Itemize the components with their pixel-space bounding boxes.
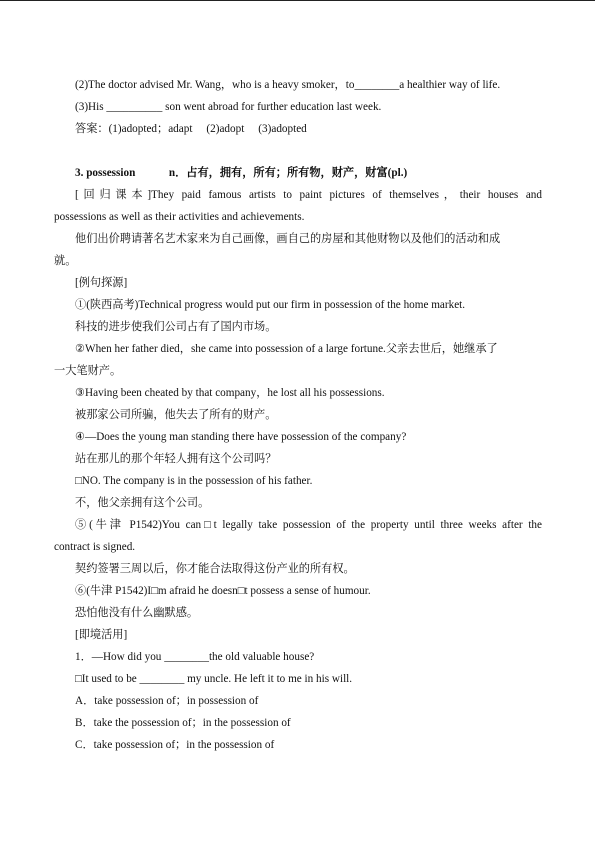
- option-b: B．take the possession of；in the possession of: [75, 717, 291, 729]
- example-4-translation: 站在那儿的那个年轻人拥有这个公司吗？: [75, 453, 277, 465]
- vocab-heading: 3. possession n．占有，拥有，所有；所有物，财产，财富(pl.): [75, 167, 408, 179]
- example-4-reply: □NO. The company is in the possession of his father.: [75, 475, 313, 487]
- practice-question-1: 1．—How did you ________the old valuable house?: [75, 651, 315, 663]
- example-4: ④—Does the young man standing there have possession of the company?: [75, 431, 407, 443]
- option-c: C．take possession of；in the possession of: [75, 739, 275, 751]
- textbook-translation: 他们出价聘请著名艺术家来为自己画像，画自己的房屋和其他财物以及他们的活动和成: [75, 233, 501, 245]
- practice-question-1-reply: □It used to be ________ my uncle. He left it to me in his will.: [75, 673, 353, 685]
- exercise-line-2: (2)The doctor advised Mr. Wang，who is a heavy smoker，to________a healthier way of life.: [75, 79, 501, 91]
- exercise-line-3: (3)His __________ son went abroad for further education last week.: [75, 101, 382, 113]
- example-5-translation: 契约签署三周以后，你才能合法取得这份产业的所有权。: [75, 563, 355, 575]
- page-top-rule: [0, 0, 595, 1]
- example-6: ⑥(牛津 P1542)I□m afraid he doesn□t possess a sense of humour.: [75, 585, 371, 597]
- textbook-sentence-cont: possessions as well as their activities and achievements.: [54, 211, 305, 223]
- answer-line: 答案：(1)adopted；adapt (2)adopt (3)adopted: [75, 123, 307, 135]
- textbook-sentence: [回归课本]They paid famous artists to paint pictures of themselves，their houses and: [75, 189, 542, 201]
- section-examples: [例句探源]: [75, 277, 128, 289]
- example-4-reply-translation: 不，他父亲拥有这个公司。: [75, 497, 210, 509]
- example-6-translation: 恐怕他没有什么幽默感。: [75, 607, 199, 619]
- example-1: ①(陕西高考)Technical progress would put our firm in possession of the home market.: [75, 299, 466, 311]
- section-practice: [即境活用]: [75, 629, 128, 641]
- example-2-cont: 一大笔财产。: [54, 365, 122, 377]
- example-2: ②When her father died，she came into possession of a large fortune.父亲去世后，她继承了: [75, 343, 498, 355]
- example-1-translation: 科技的进步使我们公司占有了国内市场。: [75, 321, 277, 333]
- example-3: ③Having been cheated by that company，he lost all his possessions.: [75, 387, 385, 399]
- example-3-translation: 被那家公司所骗，他失去了所有的财产。: [75, 409, 277, 421]
- example-5: ⑤(牛津 P1542)You can□t legally take possession of the property until three weeks after the: [75, 519, 542, 531]
- example-5-cont: contract is signed.: [54, 541, 136, 553]
- option-a: A．take possession of；in possession of: [75, 695, 259, 707]
- textbook-translation-cont: 就。: [54, 255, 77, 267]
